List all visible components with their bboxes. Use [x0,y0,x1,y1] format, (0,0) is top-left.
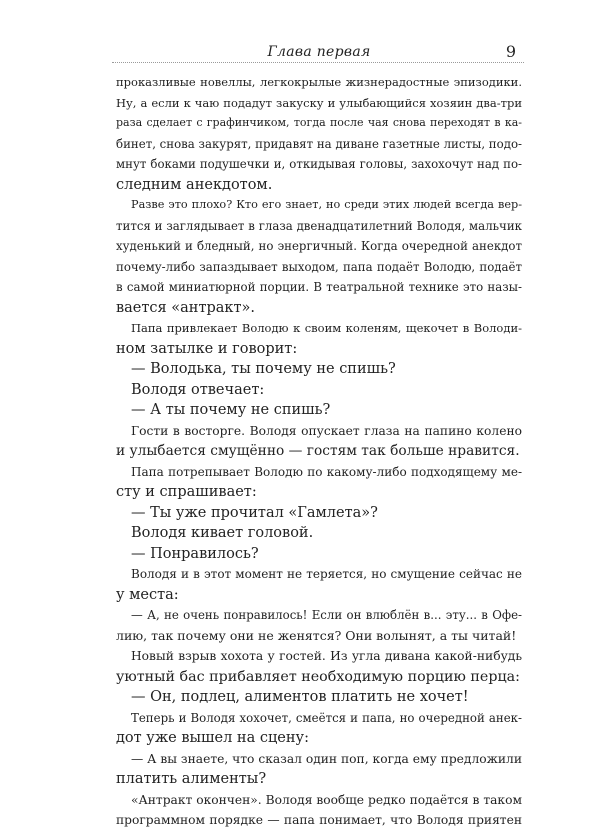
text-line: раза сделает с графинчиком, тогда после чая снова переходят в ка- [116,116,522,129]
text-line: «Антракт окончен». Володя вообще редко подаётся в таком [131,792,522,807]
header-divider [112,62,524,63]
text-line: — Понравилось? [131,545,259,562]
text-line: мнут боками подушечки и, откидывая головы, захохочут над по- [116,157,522,171]
chapter-title: Глава первая [267,44,371,60]
text-line: — Ты уже прочитал «Гамлета»? [131,504,378,521]
text-line: ном затылке и говорит: [116,340,298,357]
text-line: программном порядке — папа понимает, что Володя приятен [116,813,522,827]
text-line: вается «антракт». [116,299,255,316]
page-number: 9 [505,42,516,61]
text-line: Володя и в этот момент не теряется, но смущение сейчас не [131,567,522,581]
text-line: — Он, подлец, алиментов платить не хочет! [131,689,469,705]
text-line: в самой миниатюрной порции. В театральной технике это назы- [116,280,522,294]
text-line: лию, так почему они не женятся? Они волынят, а ты читай! [116,627,517,643]
text-line: — А, не очень понравилось! Если он влюблён в... эту... в Офе- [131,608,522,622]
text-line: Ну, а если к чаю подадут закуску и улыбающийся хозяин два-три [116,95,522,110]
text-line: Володя кивает головой. [131,525,314,541]
text-line: — Володька, ты почему не спишь? [131,361,396,377]
text-line: Гости в восторге. Володя опускает глаза на папино колено [131,423,522,438]
text-line: уютный бас прибавляет необходимую порцию перца: [116,668,520,685]
text-line: Разве это плохо? Кто его знает, но среди этих людей всегда вер- [131,198,522,211]
text-line: и улыбается смущённо — гостям так больше нравится. [116,443,520,459]
text-line: прокaзливые новеллы, легкокрылые жизнерадостные эпизодики. [116,75,522,89]
running-header [116,40,522,62]
text-line: — А ты почему не спишь? [131,402,331,418]
text-line: дот уже вышел на сцену: [116,730,309,746]
text-line: почему-либо запаздывает выходом, папа подаёт Володю, подаёт [116,259,522,274]
text-line: бинет, снова закурят, придавят на диване газетные листы, подо- [116,136,522,151]
text-line: у места: [116,586,179,603]
text-line: Папа потрепывает Володю по какому-либо подходящему ме- [131,464,522,479]
text-line: — А вы знаете, что сказал один поп, когда ему предложили [131,751,522,766]
text-line: сту и спрашивает: [116,484,257,500]
text-line: платить алименты? [116,771,267,787]
text-line: Папа привлекает Володю к своим коленям, щекочет в Володи- [131,321,522,335]
text-line: Володя отвечает: [131,381,265,398]
text-line: следним анекдотом. [116,176,273,193]
text-line: Новый взрыв хохота у гостей. Из угла дивана какой-нибудь [131,649,522,663]
text-line: худенький и бледный, но энергичный. Когда очередной анекдот [116,239,522,253]
text-line: тится и заглядывает в глаза двенадцатилетний Володя, мальчик [116,218,522,233]
text-line: Теперь и Володя хохочет, смеётся и папа, но очередной анек- [131,710,522,725]
body-text [116,72,522,831]
